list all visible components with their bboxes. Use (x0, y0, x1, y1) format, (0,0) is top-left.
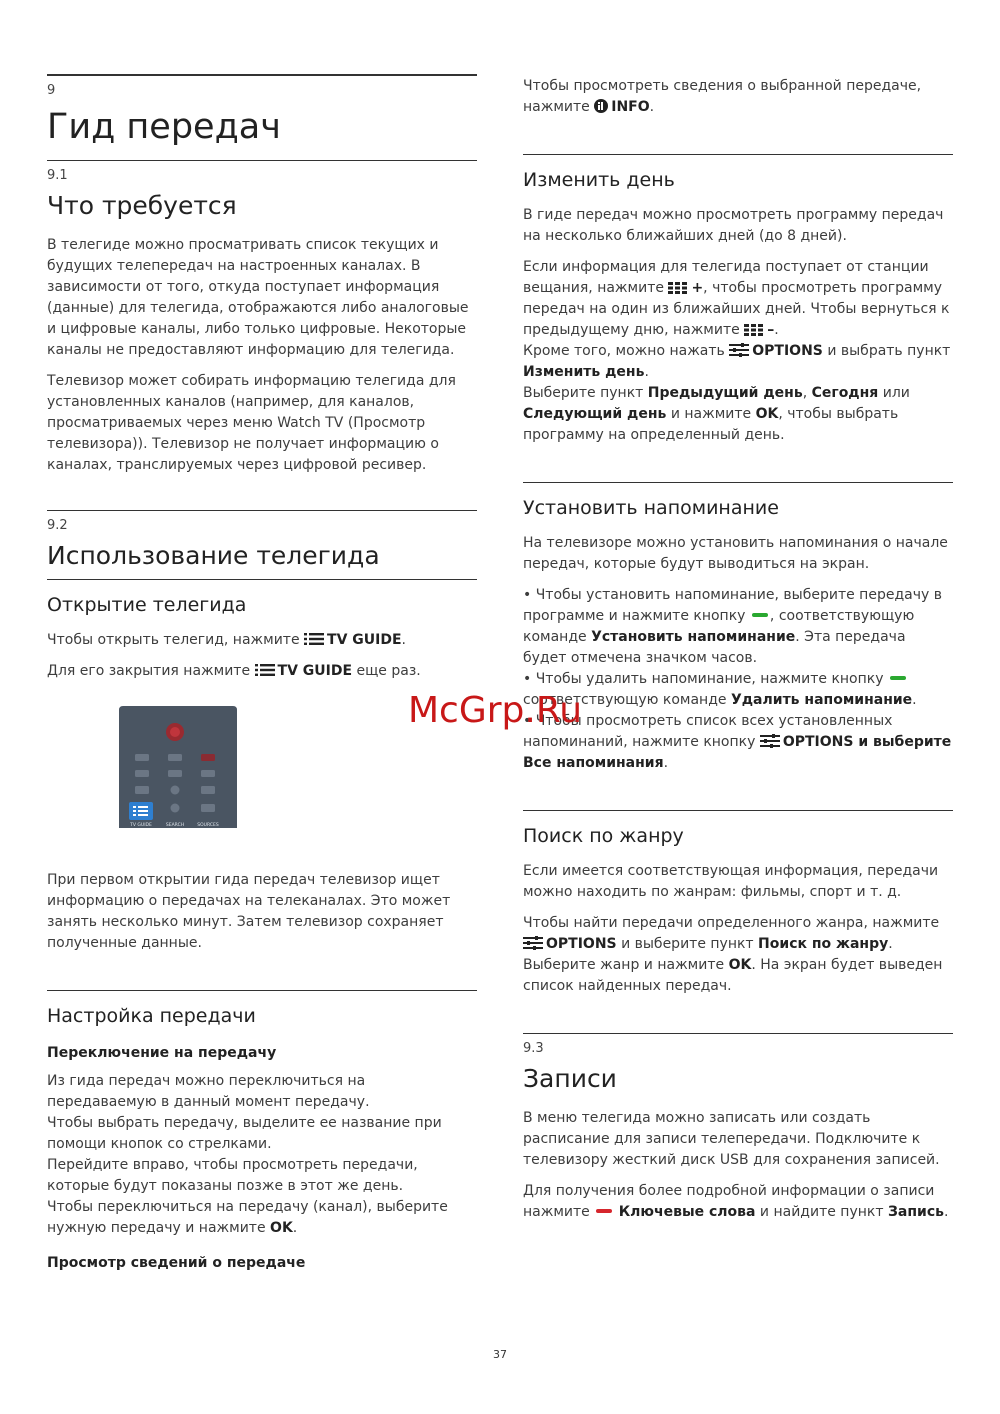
subsection-title: Поиск по жанру (523, 825, 684, 847)
sources-icon (201, 804, 215, 812)
green-key-icon (890, 676, 906, 680)
subsection-title: Настройка передачи (47, 1005, 256, 1027)
paragraph: Кроме того, можно нажать OPTIONS и выбрать пункт Изменить день. (523, 343, 951, 380)
remote-label: SOURCES (197, 823, 219, 828)
paragraph: Телевизор может собирать информацию телегида для установленных каналов (например, для каналов, просматриваемых через меню Watch TV (Просмотр телевизора)). Телевизор не получает информацию о каналах, транслируемых через цифровой ресивер. (47, 373, 456, 473)
subsection-title: Установить напоминание (523, 497, 779, 519)
minor-heading: Просмотр сведений о передаче (47, 1255, 306, 1271)
subsection-title: Изменить день (523, 169, 675, 191)
bullet-item: • Чтобы просмотреть список всех установленных напоминаний, нажмите кнопку OPTIONS и выберите Все напоминания. (523, 713, 952, 771)
grid-icon (668, 282, 688, 294)
paragraph: Для получения более подробной информации о записи нажмите Ключевые слова и найдите пункт Запись. (523, 1183, 949, 1220)
power-icon (170, 727, 180, 737)
minor-heading: Переключение на передачу (47, 1045, 277, 1061)
paragraph: Чтобы выбрать передачу, выделите ее название при помощи кнопок со стрелками. (47, 1115, 442, 1152)
chapter-title: Гид передач (47, 107, 281, 147)
chapter-rule (47, 74, 477, 76)
green-key-icon (752, 613, 768, 617)
paragraph: Чтобы открыть телегид, нажмите TV GUIDE. (47, 632, 406, 648)
subsection-rule (47, 990, 477, 991)
left-column (47, 0, 477, 1281)
remote-label: TV GUIDE (130, 823, 152, 828)
right-column (523, 0, 953, 1233)
subsection-rule (523, 810, 953, 811)
section-number: 9.1 (47, 168, 68, 183)
paragraph: Если информация для телегида поступает от станции вещания, нажмите +, чтобы просмотреть программу передач на один из ближайших дней. Чтобы вернуться к предыдущему дню, нажмите –. (523, 259, 950, 338)
chapter-number: 9 (47, 83, 56, 98)
page-number: 37 (493, 1348, 507, 1361)
paragraph: При первом открытии гида передач телевизор ищет информацию о передачах на телеканалах. Это может занять несколько минут. Затем телевизор сохраняет полученные данные. (47, 872, 451, 951)
section-rule (523, 1033, 953, 1034)
section-rule (47, 510, 477, 511)
section-title: Использование телегида (47, 541, 380, 570)
watermark: McGrp.Ru (408, 690, 583, 731)
paragraph: Чтобы найти передачи определенного жанра, нажмите OPTIONS и выберите пункт Поиск по жанру. Выберите жанр и нажмите OK. На экран будет выведен список найденных передач. (523, 915, 943, 994)
remote-control-image (119, 706, 237, 828)
paragraph: Из гида передач можно переключиться на передаваемую в данный момент передачу. (47, 1073, 370, 1110)
paragraph: В меню телегида можно записать или создать расписание для записи телепередачи. Подключите к телевизору жесткий диск USB для сохранения записей. (523, 1110, 940, 1168)
section-number: 9.2 (47, 518, 68, 533)
paragraph: Для его закрытия нажмите TV GUIDE еще раз. (47, 663, 421, 679)
section-number: 9.3 (523, 1041, 544, 1056)
section-title: Что требуется (47, 191, 237, 220)
subsection-rule (523, 154, 953, 155)
options-icon (523, 936, 543, 950)
options-icon (729, 343, 749, 357)
paragraph: В гиде передач можно просмотреть программу передач на несколько ближайших дней (до 8 дней). (523, 207, 944, 244)
tv-guide-icon (255, 663, 275, 677)
paragraph: На телевизоре можно установить напоминания о начале передач, которые будут выводиться на экран. (523, 535, 948, 572)
paragraph: В телегиде можно просматривать список текущих и будущих телепередач на настроенных каналах. В зависимости от того, откуда поступает информация (данные) для телегида, отображаются либо аналоговые и цифровые каналы, либо только цифровые. Некоторые каналы не предоставляют информацию для телегида. (47, 237, 469, 358)
bullet-item: • Чтобы установить напоминание, выберите передачу в программе и нажмите кнопку , соответствующую команде Установить напоминание. Эта передача будет отмечена значком часов. (523, 587, 942, 666)
search-icon (171, 804, 180, 813)
info-icon (594, 99, 608, 113)
subsection-rule (523, 482, 953, 483)
paragraph: Чтобы просмотреть сведения о выбранной передаче, нажмите INFO. (523, 78, 922, 115)
section-rule (47, 160, 477, 161)
remote-label: SEARCH (165, 823, 185, 828)
grid-icon (744, 324, 764, 336)
bullet-item: • Чтобы удалить напоминание, нажмите кнопку соответствующую команде Удалить напоминание. (523, 671, 917, 708)
paragraph: Выберите пункт Предыдущий день, Сегодня или Следующий день и нажмите OK, чтобы выбрать программу на определенный день. (523, 385, 910, 443)
options-icon (760, 734, 780, 748)
paragraph: Если имеется соответствующая информация, передачи можно находить по жанрам: фильмы, спорт и т. д. (523, 863, 939, 900)
subsection-rule (47, 579, 477, 580)
paragraph: Чтобы переключиться на передачу (канал), выберите нужную передачу и нажмите OK. (47, 1199, 448, 1236)
section-title: Записи (523, 1064, 617, 1093)
subsection-title: Открытие телегида (47, 594, 247, 616)
paragraph: Перейдите вправо, чтобы просмотреть передачи, которые будут показаны позже в этот же день. (47, 1157, 418, 1194)
red-key-icon (596, 1209, 612, 1213)
tv-guide-icon (304, 632, 324, 646)
